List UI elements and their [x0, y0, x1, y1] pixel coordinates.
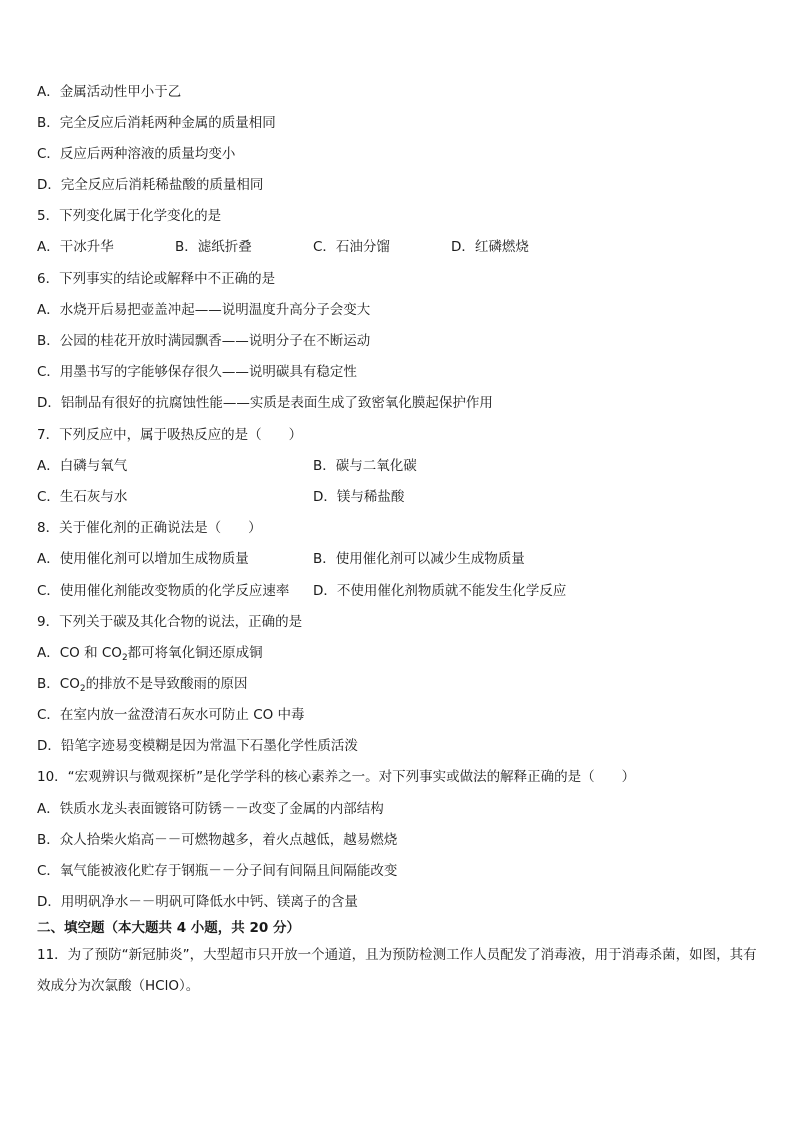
q5-option-c: C．石油分馏	[313, 239, 390, 255]
q9-option-a: A．CO 和 $CO_2$都可将氧化铜还原成铜	[37, 645, 263, 663]
q10-option-b: B．众人拾柴火焰高－－可燃物越多，着火点越低，越易燃烧	[37, 832, 398, 848]
q4-option-d: D．完全反应后消耗稀盐酸的质量相同	[37, 177, 264, 193]
q6-stem: 6．下列事实的结论或解释中不正确的是	[37, 271, 276, 287]
q5-option-d: D．红磷燃烧	[451, 239, 529, 255]
q5-stem: 5．下列变化属于化学变化的是	[37, 208, 222, 224]
q4-option-b: B．完全反应后消耗两种金属的质量相同	[37, 115, 276, 131]
q7-option-c: C．生石灰与水	[37, 489, 128, 505]
q7-option-d: D．镁与稀盐酸	[313, 489, 405, 505]
q9-option-c: C．在室内放一盆澄清石灰水可防止 CO 中毒	[37, 707, 305, 723]
q9-option-d: D．铅笔字迹易变模糊是因为常温下石墨化学性质活泼	[37, 738, 358, 754]
q8-option-b: B．使用催化剂可以减少生成物质量	[313, 551, 525, 567]
q6-option-b: B．公园的桂花开放时满园飘香——说明分子在不断运动	[37, 333, 371, 349]
q6-option-a: A．水烧开后易把壶盖冲起——说明温度升高分子会变大	[37, 302, 371, 318]
q5-option-a: A．干冰升华	[37, 239, 114, 255]
q8-stem: 8．关于催化剂的正确说法是（ ）	[37, 520, 262, 536]
q7-stem: 7．下列反应中，属于吸热反应的是（ ）	[37, 427, 303, 443]
q10-option-d: D．用明矾净水－－明矾可降低水中钙、镁离子的含量	[37, 894, 358, 910]
q4-option-c: C．反应后两种溶液的质量均变小	[37, 146, 236, 162]
q9-stem: 9．下列关于碳及其化合物的说法，正确的是	[37, 614, 303, 630]
q9-option-b: B．$CO_2$的排放不是导致酸雨的原因	[37, 676, 248, 694]
q8-option-c: C．使用催化剂能改变物质的化学反应速率	[37, 583, 290, 599]
q7-option-a: A．白磷与氧气	[37, 458, 128, 474]
q8-option-d: D．不使用催化剂物质就不能发生化学反应	[313, 583, 567, 599]
q10-option-c: C．氧气能被液化贮存于钢瓶－－分子间有间隔且间隔能改变	[37, 863, 398, 879]
q10-stem: 10．“宏观辨识与微观探析”是化学学科的核心素养之一。对下列事实或做法的解释正确的是（ ）	[37, 769, 636, 785]
q10-option-a: A．铁质水龙头表面镀铬可防锈－－改变了金属的内部结构	[37, 801, 384, 817]
q4-option-a: A．金属活动性甲小于乙	[37, 84, 182, 100]
section-heading: 二、填空题（本大题共 4 小题，共 20 分）	[37, 920, 300, 936]
q7-option-b: B．碳与二氧化碳	[313, 458, 417, 474]
q8-option-a: A．使用催化剂可以增加生成物质量	[37, 551, 249, 567]
q6-option-d: D．铝制品有很好的抗腐蚀性能——实质是表面生成了致密氧化膜起保护作用	[37, 395, 493, 411]
q5-option-b: B．滤纸折叠	[175, 239, 252, 255]
q11-stem: 11．为了预防“新冠肺炎”，大型超市只开放一个通道，且为预防检测工作人员配发了消毒液，用于消毒杀菌，如图，其有效成分为次氯酸（HClO）。	[37, 947, 757, 994]
q6-option-c: C．用墨书写的字能够保存很久——说明碳具有稳定性	[37, 364, 357, 380]
